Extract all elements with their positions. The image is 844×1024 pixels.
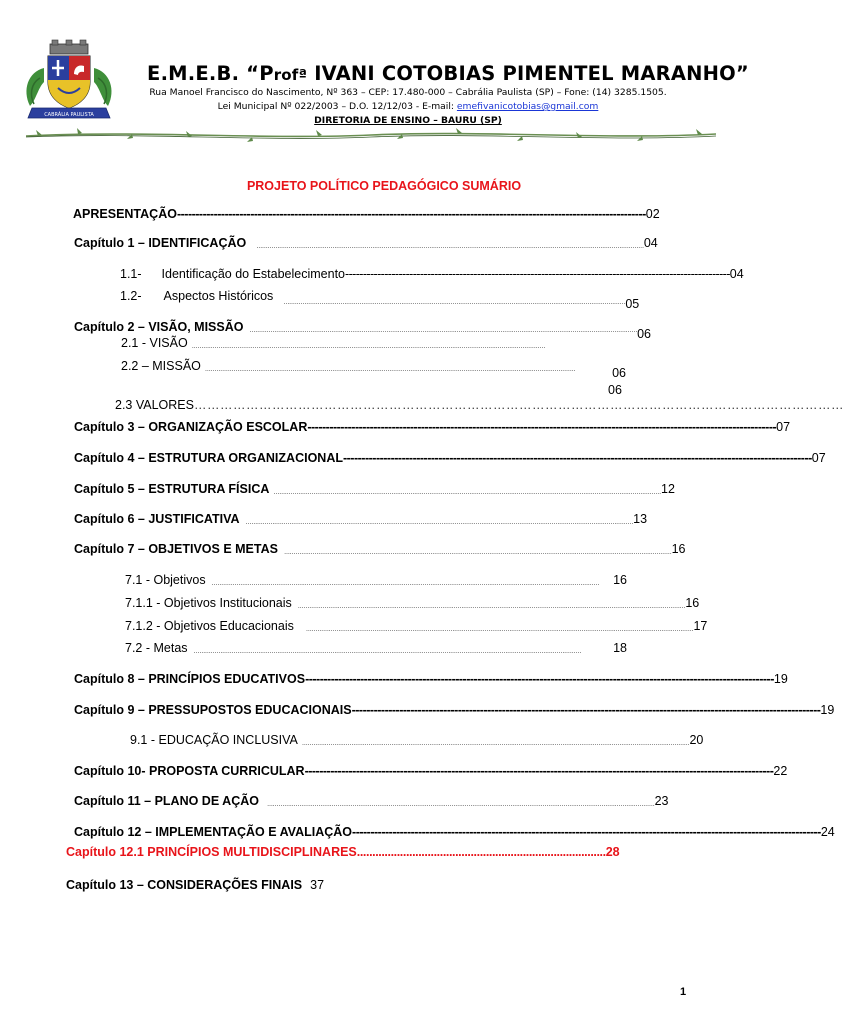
toc-page: 04 [729,267,744,281]
toc-label: 7.1 - Objetivos [125,573,206,587]
toc-page: 19 [773,672,788,686]
toc-leader: …………………………………………………………………………………………………………………………………………………………………………………… [245,520,634,526]
toc-label: Identificação do Estabelecimento [161,267,345,281]
toc-label: Capítulo 10- PROPOSTA CURRICULAR [74,764,305,778]
toc-label: 2.1 - VISÃO [121,336,188,350]
toc-s7-1 [125,573,627,588]
directorate-line: DIRETORIA DE ENSINO – BAURU (SP) [314,115,502,126]
toc-label: 7.1.2 - Objetivos Educacionais [125,619,294,633]
toc-page: 17 [693,619,708,633]
toc-page: 07 [776,420,791,434]
toc-apresentacao [73,207,660,222]
address-line: Rua Manoel Francisco do Nascimento, Nº 363 – CEP: 17.480-000 – Cabrália Paulista (SP) – Fone: (14) 3285.1505. [149,87,667,98]
toc-page: 07 [811,451,826,465]
toc-label: 9.1 - EDUCAÇÃO INCLUSIVA [130,733,298,747]
toc-page: 16 [613,573,627,587]
toc-cap3 [74,420,791,435]
toc-page: 06 [637,327,651,341]
toc-leader: …………………………………………………………………………………………………………………………………………………………………………………… [297,604,686,610]
toc-cap1 [74,236,658,251]
toc-label: Capítulo 6 – JUSTIFICATIVA [74,512,240,526]
toc-page: 13 [633,512,648,526]
email-link[interactable]: emefivanicotobias@gmail.com [456,101,599,112]
toc-label: APRESENTAÇÃO [73,207,177,221]
toc-leader: -------------------------------------------------------------------------------------------------------------------------------- [352,825,821,839]
toc-s9-1 [130,733,704,748]
toc-leader: -------------------------------------------------------------------------------------------------------------------------------- [304,764,774,778]
toc-cap7 [74,542,686,557]
toc-leader: …………………………………………………………………………………………………………………………………………………………………………………… [301,741,690,747]
toc-label: Capítulo 12.1 PRINCÍPIOS MULTIDISCIPLINARES [66,845,357,859]
toc-page: 02 [645,207,660,221]
toc-s1-2 [120,289,640,312]
toc-cap12 [74,825,835,840]
toc-page: 12 [661,482,675,496]
toc-leader: …………………………………………………………………………………………………………………………………………………………………………………… [273,490,661,496]
toc-leader: ……………………………………………………………………………………………………………………………………………………………… [283,300,626,306]
toc-cap9 [74,703,835,718]
toc-leader: -------------------------------------------------------------------------------------------------------------------------------- [307,420,777,434]
toc-leader: …………………………………………………………………………………………………………………………………… [193,398,844,412]
toc-leader: …………………………………………………………………………………………………………………………………………………………………… [191,344,546,350]
toc-leader: …………………………………………………………………………………………………………………………………………………………………………………… [283,550,672,556]
toc-label: 7.2 - Metas [125,641,188,655]
toc-cap4 [74,451,826,466]
toc-num: 1.2- [120,289,142,303]
toc-label: Capítulo 7 – OBJETIVOS E METAS [74,542,278,556]
toc-cap11 [74,794,669,809]
toc-s2-3 [115,398,844,413]
toc-label: Capítulo 1 – IDENTIFICAÇÃO [74,236,247,250]
toc-cap5 [74,482,675,497]
toc-page: 20 [689,733,704,747]
toc-s7-2 [125,641,627,656]
toc-label: Capítulo 13 – CONSIDERAÇÕES FINAIS [66,878,303,892]
toc-page: 16 [685,596,700,610]
toc-label: Capítulo 11 – PLANO DE AÇÃO [74,794,259,808]
toc-page: 37 [310,878,325,892]
header-vine-divider [22,126,720,144]
toc-leader: …………………………………………………………………………………………………………………………………………………………………………………… [305,627,694,633]
toc-label: Capítulo 3 – ORGANIZAÇÃO ESCOLAR [74,420,308,434]
law-line: Lei Municipal Nº 022/2003 – D.O. 12/12/03 - E-mail: emefivanicotobias@gmail.com [217,101,599,112]
toc-s7-1-2 [125,619,708,634]
toc-page: 06 [612,366,626,380]
crest-banner-text: CABRÁLIA PAULISTA [44,112,94,118]
toc-leader: -------------------------------------------------------------------------------------------------------------------------------- [305,672,774,686]
toc-label: Capítulo 4 – ESTRUTURA ORGANIZACIONAL [74,451,343,465]
toc-label: 7.1.1 - Objetivos Institucionais [125,596,292,610]
toc-cap2 [74,320,651,341]
toc-s7-1-1 [125,596,700,611]
toc-leader: -------------------------------------------------------------------------------------------------------------------------------- [342,451,812,465]
toc-page: 22 [773,764,788,778]
toc-leader: …………………………………………………………………………………………………………………………………………………………………………………… [266,802,655,808]
toc-label: Capítulo 2 – VISÃO, MISSÃO [74,320,244,334]
toc-num: 1.1- [120,267,142,281]
toc-leader: …………………………………………………………………………………………………………………………………………………………………………………… [193,649,582,655]
toc-label: 2.3 VALORES [115,398,194,412]
toc-page: 19 [820,703,835,717]
toc-leader: …………………………………………………………………………………………………………………………………………………………………………………… [256,244,644,250]
toc-leader: …………………………………………………………………………………………………………………………………………………………………………………… [249,328,638,334]
toc-label: Aspectos Históricos [163,289,274,303]
page-number: 1 [680,986,687,998]
toc-cap13 [66,878,324,892]
school-name-title: E.M.E.B. “Profª IVANI COTOBIAS PIMENTEL MARANHO” [147,62,749,85]
toc-leader: …………………………………………………………………………………………………………………………………………………………………………… [204,367,576,373]
toc-label: Capítulo 5 – ESTRUTURA FÍSICA [74,482,270,496]
toc-label: Capítulo 8 – PRINCÍPIOS EDUCATIVOS [74,672,306,686]
toc-s2-1 [121,336,601,351]
toc-page: 04 [643,236,658,250]
toc-leader: -------------------------------------------------------------------------------------------------------------------------------- [351,703,821,717]
toc-page: 16 [671,542,686,556]
toc-label: 2.2 – MISSÃO [121,359,201,373]
toc-page: 28 [605,845,620,859]
document-title: PROJETO POLÍTICO PEDAGÓGICO SUMÁRIO [246,179,522,193]
toc-cap8 [74,672,788,687]
toc-leader: ................................................................................. [356,845,606,859]
municipal-crest-logo [14,38,124,122]
toc-leader: -------------------------------------------------------------------------------------------------------------------------------- [176,207,646,221]
toc-cap6 [74,512,648,527]
toc-label: Capítulo 9 – PRESSUPOSTOS EDUCACIONAIS [74,703,352,717]
toc-page: 05 [625,297,640,311]
toc-page: 24 [820,825,835,839]
toc-cap12-1 [66,845,620,860]
toc-label: Capítulo 12 – IMPLEMENTAÇÃO E AVALIAÇÃO [74,825,353,839]
toc-s2-2 [121,359,626,380]
toc-cap10 [74,764,788,779]
toc-page: 18 [613,641,627,655]
toc-page: 23 [654,794,669,808]
toc-s1-1 [120,267,744,282]
toc-leader: ------------------------------------------------------------------------------------------------------------ [345,267,730,281]
toc-s2-3-page: 06 [608,383,622,397]
toc-leader: …………………………………………………………………………………………………………………………………………………………………………………… [211,581,600,587]
